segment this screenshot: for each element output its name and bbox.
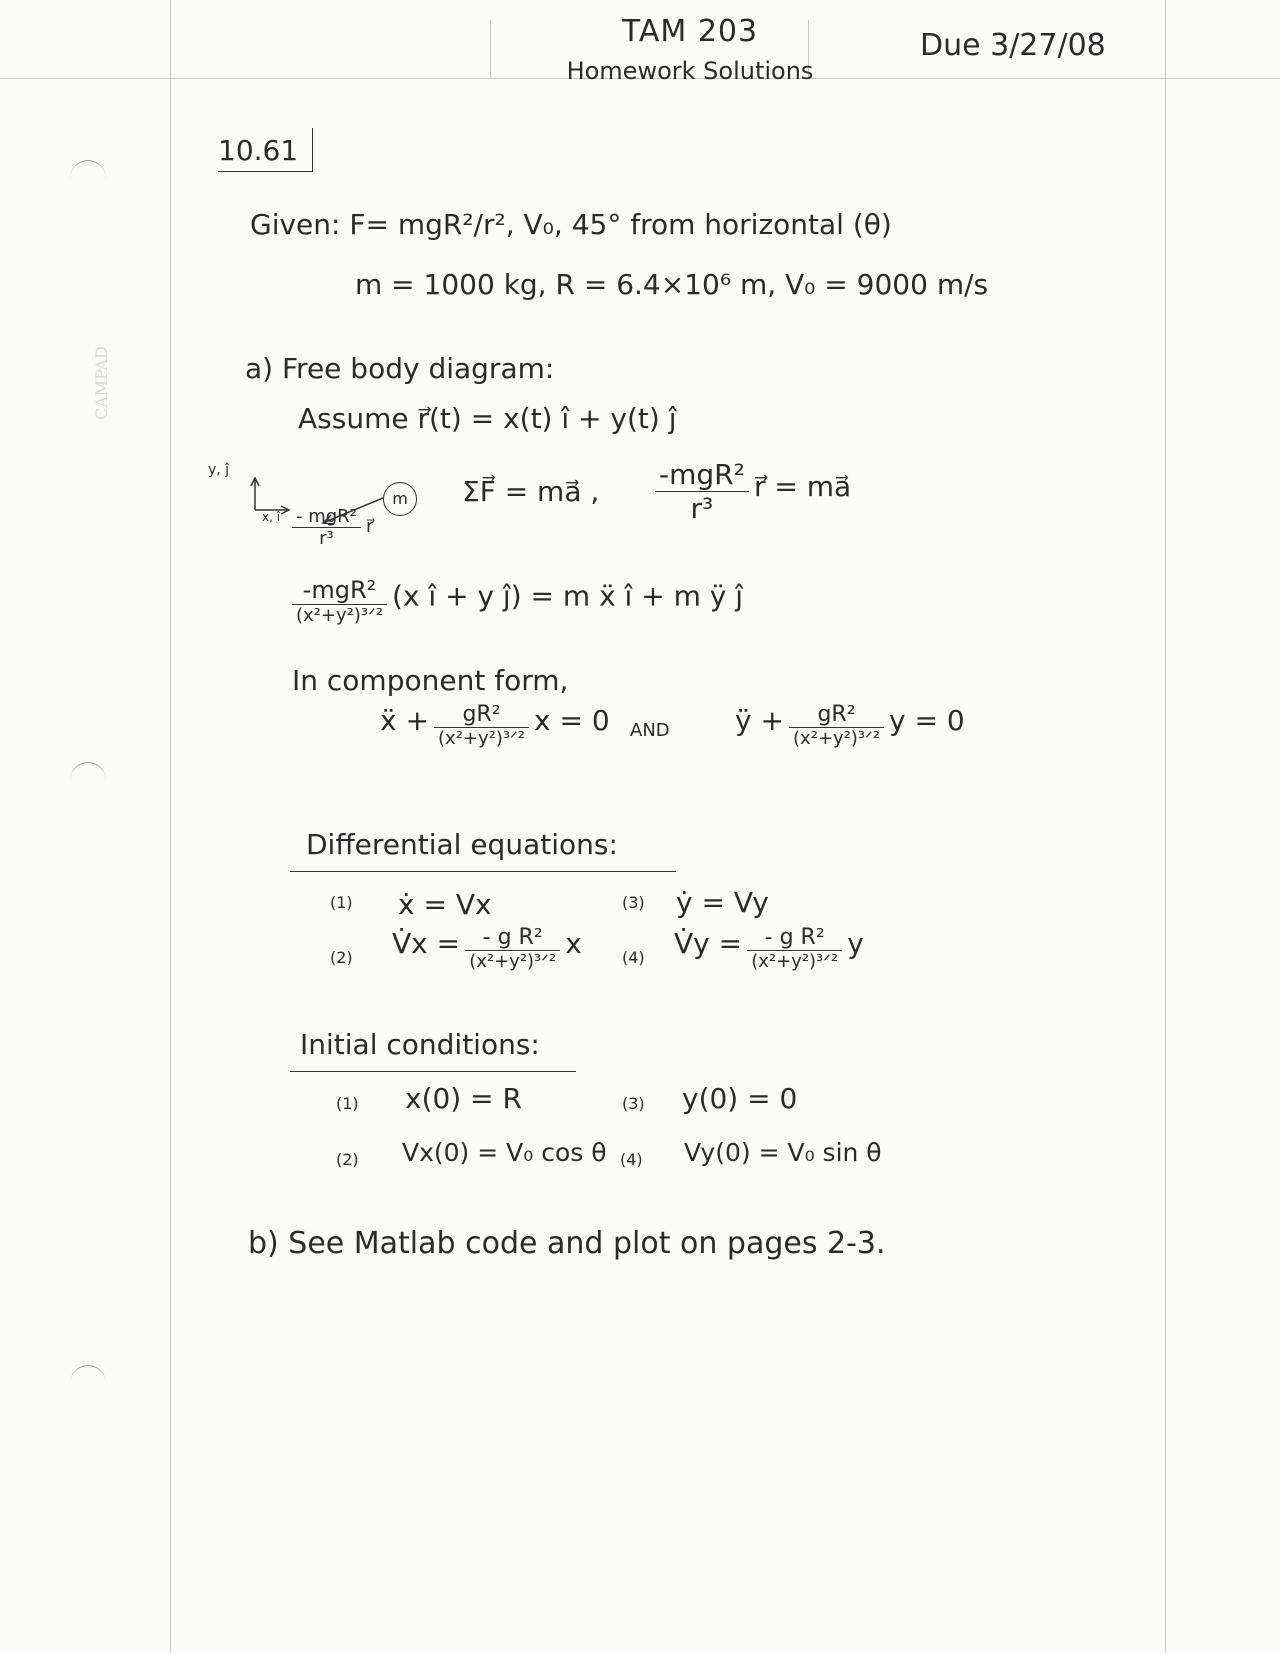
binder-hole-middle [70, 762, 106, 799]
vector-equation [292, 576, 743, 626]
ic-4: Vy(0) = V₀ sin θ [684, 1138, 882, 1167]
part-b-text: b) See Matlab code and plot on pages 2-3. [248, 1226, 886, 1261]
ic-1-label: (1) [336, 1094, 359, 1113]
diff-eq-4-lhs: V̇y = [674, 927, 743, 960]
ic-3-label: (3) [622, 1094, 645, 1113]
binder-hole-bottom [70, 1365, 106, 1402]
differential-equations-heading: Differential equations: [290, 828, 676, 872]
vector-eq-rhs: (x î + y ĵ) = m ẍ î + m ÿ ĵ [392, 579, 743, 613]
fbd-force-vector: r⃗ [366, 516, 374, 537]
diff-eq-3-label: (3) [622, 893, 645, 912]
component-and-label: AND [630, 720, 670, 741]
assume-equation: Assume r⃗(t) = x(t) î + y(t) ĵ [298, 402, 677, 435]
diff-eq-4 [674, 925, 864, 972]
comp-x-rhs: x = 0 [534, 704, 610, 737]
binder-hole-top [70, 160, 106, 197]
comp-x-denominator: (x²+y²)³ᐟ² [438, 728, 525, 749]
component-y-equation [735, 702, 965, 749]
ic-4-label: (4) [620, 1150, 643, 1169]
comp-y-numerator: gR² [789, 702, 884, 728]
diff-eq-2-rhs: x [565, 927, 582, 960]
due-date: Due 3/27/08 [920, 28, 1106, 63]
newton-lhs-denominator: r³ [690, 492, 714, 525]
left-margin-rule [170, 0, 171, 1653]
watermark: CAMPAD [92, 346, 111, 420]
initial-conditions-heading: Initial conditions: [290, 1028, 576, 1072]
problem-number: 10.61 [218, 128, 313, 172]
given-line-1: Given: F= mgR²/r², V₀, 45° from horizontal (θ) [250, 208, 892, 241]
diff-eq-2-label: (2) [330, 948, 353, 967]
diff-eq-2-denominator: (x²+y²)³ᐟ² [469, 951, 557, 972]
diff-eq-2-lhs: V̇x = [392, 927, 461, 960]
comp-y-rhs: y = 0 [889, 704, 965, 737]
ic-3: y(0) = 0 [682, 1082, 798, 1115]
comp-x-numerator: gR² [434, 702, 529, 728]
fbd-mass-circle: m [383, 482, 417, 516]
comp-y-lhs: ÿ + [735, 704, 784, 737]
course-title: TAM 203 [621, 14, 759, 49]
ic-1: x(0) = R [405, 1082, 522, 1115]
header-divider-left [490, 20, 491, 78]
component-form-heading: In component form, [292, 664, 569, 697]
ic-2: Vx(0) = V₀ cos θ [402, 1138, 607, 1167]
right-margin-rule [1165, 0, 1166, 1653]
newton-rhs: r⃗ = ma⃗ [753, 470, 852, 503]
newton-gravity-equation [655, 458, 851, 525]
header-title-block [540, 14, 840, 85]
diff-eq-2 [392, 925, 582, 972]
part-a-heading: a) Free body diagram: [245, 352, 555, 385]
comp-x-lhs: ẍ + [380, 704, 429, 737]
fbd-force-label [292, 506, 373, 549]
diff-eq-4-label: (4) [622, 948, 645, 967]
fbd-x-axis-label: x, î [262, 510, 281, 524]
diff-eq-4-numerator: - g R² [747, 925, 842, 951]
diff-eq-4-rhs: y [847, 927, 864, 960]
vector-eq-numerator: -mgR² [292, 576, 387, 605]
ic-2-label: (2) [336, 1150, 359, 1169]
diff-eq-1: ẋ = Vx [398, 888, 492, 921]
newton-lhs-numerator: -mgR² [655, 458, 749, 492]
document-subtitle: Homework Solutions [566, 57, 814, 85]
component-x-equation [380, 702, 610, 749]
diff-eq-4-denominator: (x²+y²)³ᐟ² [751, 951, 839, 972]
comp-y-denominator: (x²+y²)³ᐟ² [793, 728, 880, 749]
fbd-force-denominator: r³ [319, 528, 334, 549]
given-line-2: m = 1000 kg, R = 6.4×10⁶ m, V₀ = 9000 m/s [355, 268, 989, 301]
diff-eq-3: ẏ = Vy [676, 886, 769, 919]
diff-eq-2-numerator: - g R² [465, 925, 560, 951]
fbd-y-axis-label: y, ĵ [208, 462, 230, 478]
newton-sum-equation: ΣF⃗ = ma⃗ , [462, 475, 600, 508]
fbd-force-numerator: - mgR² [292, 506, 361, 528]
vector-eq-denominator: (x²+y²)³ᐟ² [296, 605, 383, 626]
diff-eq-1-label: (1) [330, 893, 353, 912]
